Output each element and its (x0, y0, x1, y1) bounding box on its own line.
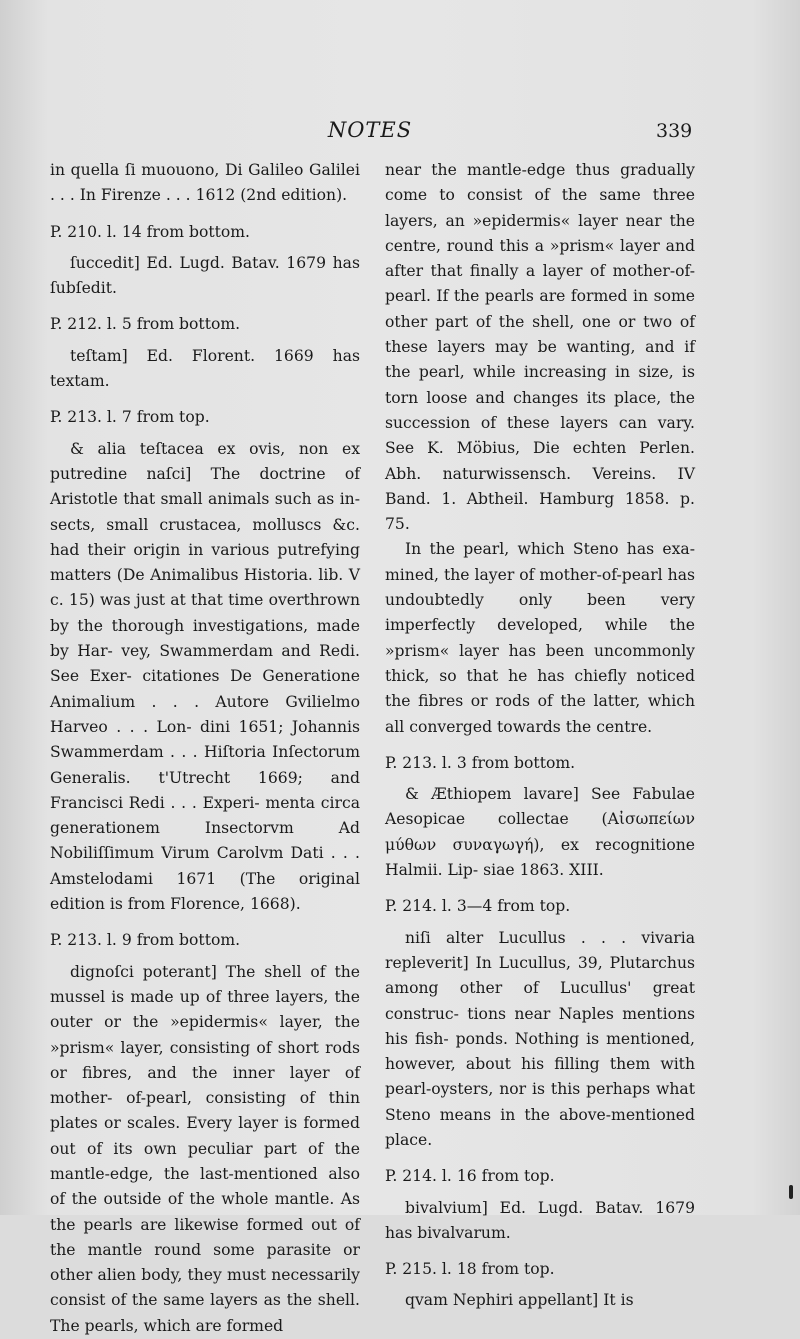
note-text: niſi alter Lucullus . . . vivaria repleverit] In Lucullus, 39, Plutarchus among other of Lucullus' great construc- tions near Naples mentions his fish- ponds. Nothing is mentioned, however, about his filling them with pearl-oysters, nor is this perhaps what Steno means in the above-mentioned place. (385, 928, 695, 1149)
left-column (50, 158, 360, 1339)
note-reference: P. 212. l. 5 from bottom. (50, 315, 241, 334)
note-text: in quella ſi muouono, Di Galileo Galilei . . . In Firenze . . . 1612 (2nd edition). (50, 161, 360, 205)
note-text: near the mantle-edge thus gradually come to consist of the same three layers, an »epidermis« layer near the centre, round this a »prism« layer and after that finally a layer of mother-of-pearl. If the pearls are formed in some other part of the shell, one or two of these layers may be wanting, and if the pearl, while increasing in size, is torn loose and changes its place, the succession of these layers can vary. See K. Möbius, Die echten Perlen. Abh. naturwissensch. Vereins. IV Band. 1. Abtheil. Hamburg 1858. p. 75. (385, 161, 695, 534)
note-reference: P. 213. l. 9 from bottom. (50, 931, 241, 950)
running-head: NOTES (327, 118, 413, 142)
note-reference: P. 215. l. 18 from top. (385, 1260, 555, 1279)
note-text: ſuccedit] Ed. Lugd. Batav. 1679 has ſubſedit. (50, 253, 360, 298)
note-text: & alia teſtacea ex ovis, non ex putredine naſci] The doctrine of Aristotle that small animals such as in- sects, small crustacea, molluscs &c. had their origin in various putrefying matters (De Animalibus Historia. lib. V c. 15) was just at that time overthrown by the thorough investigations, made by Har- vey, Swammerdam and Redi. See Exer- citationes De Generatione Animalium . . . Autore Gvilielmo Harveo . . . Lon- dini 1651; Johannis Swammerdam . . . Hiſtoria Inſectorum Generalis. t'Utrecht 1669; and Francisci Redi . . . Experi- menta circa generationem Insectorvm Ad Nobiliſſimum Virum Carolvm Dati . . . Amstelodami 1671 (The original edition is from Florence, 1668). (50, 439, 360, 914)
note-reference: P. 214. l. 3—4 from top. (385, 897, 571, 916)
note-text: In the pearl, which Steno has exa- mined, the layer of mother-of-pearl has undoubtedly only been very imperfectly developed, while the »prism« layer has been uncommonly thick, so that he has chiefly noticed the fibres or rods of the latter, which all converged towards the centre. (385, 540, 695, 736)
right-column (385, 158, 695, 1314)
note-text: & Æthiopem lavare] See Fabulae Aesopicae collectae (Αἰσωπείων μύθων συναγωγή), ex recognitione Halmii. Lip- siae 1863. XIII. (385, 785, 695, 880)
note-text: teſtam] Ed. Florent. 1669 has textam. (50, 346, 360, 391)
note-text: dignoſci poterant] The shell of the mussel is made up of three layers, the outer or the »epidermis« layer, the »prism« layer, consisting of short rods or fibres, and the inner layer of mother- of-pearl, consisting of thin plates or scales. Every layer is formed out of its own peculiar part of the mantle-edge, the last-mentioned also of the outside of the whole mantle. As the pearls are likewise formed out of the mantle round some parasite or other alien body, they must necessarily consist of the same layers as the shell. The pearls, which are formed (50, 962, 360, 1335)
note-text: qvam Nephiri appellant] It is (405, 1291, 634, 1310)
note-reference: P. 210. l. 14 from bottom. (50, 222, 251, 241)
note-reference: P. 213. l. 7 from top. (50, 408, 210, 427)
note-reference: P. 213. l. 3 from bottom. (385, 753, 576, 772)
note-reference: P. 214. l. 16 from top. (385, 1167, 555, 1186)
page-number: 339 (656, 120, 693, 142)
note-text: bivalvium] Ed. Lugd. Batav. 1679 has bivalvarum. (385, 1198, 695, 1242)
page-speck (789, 1185, 793, 1199)
